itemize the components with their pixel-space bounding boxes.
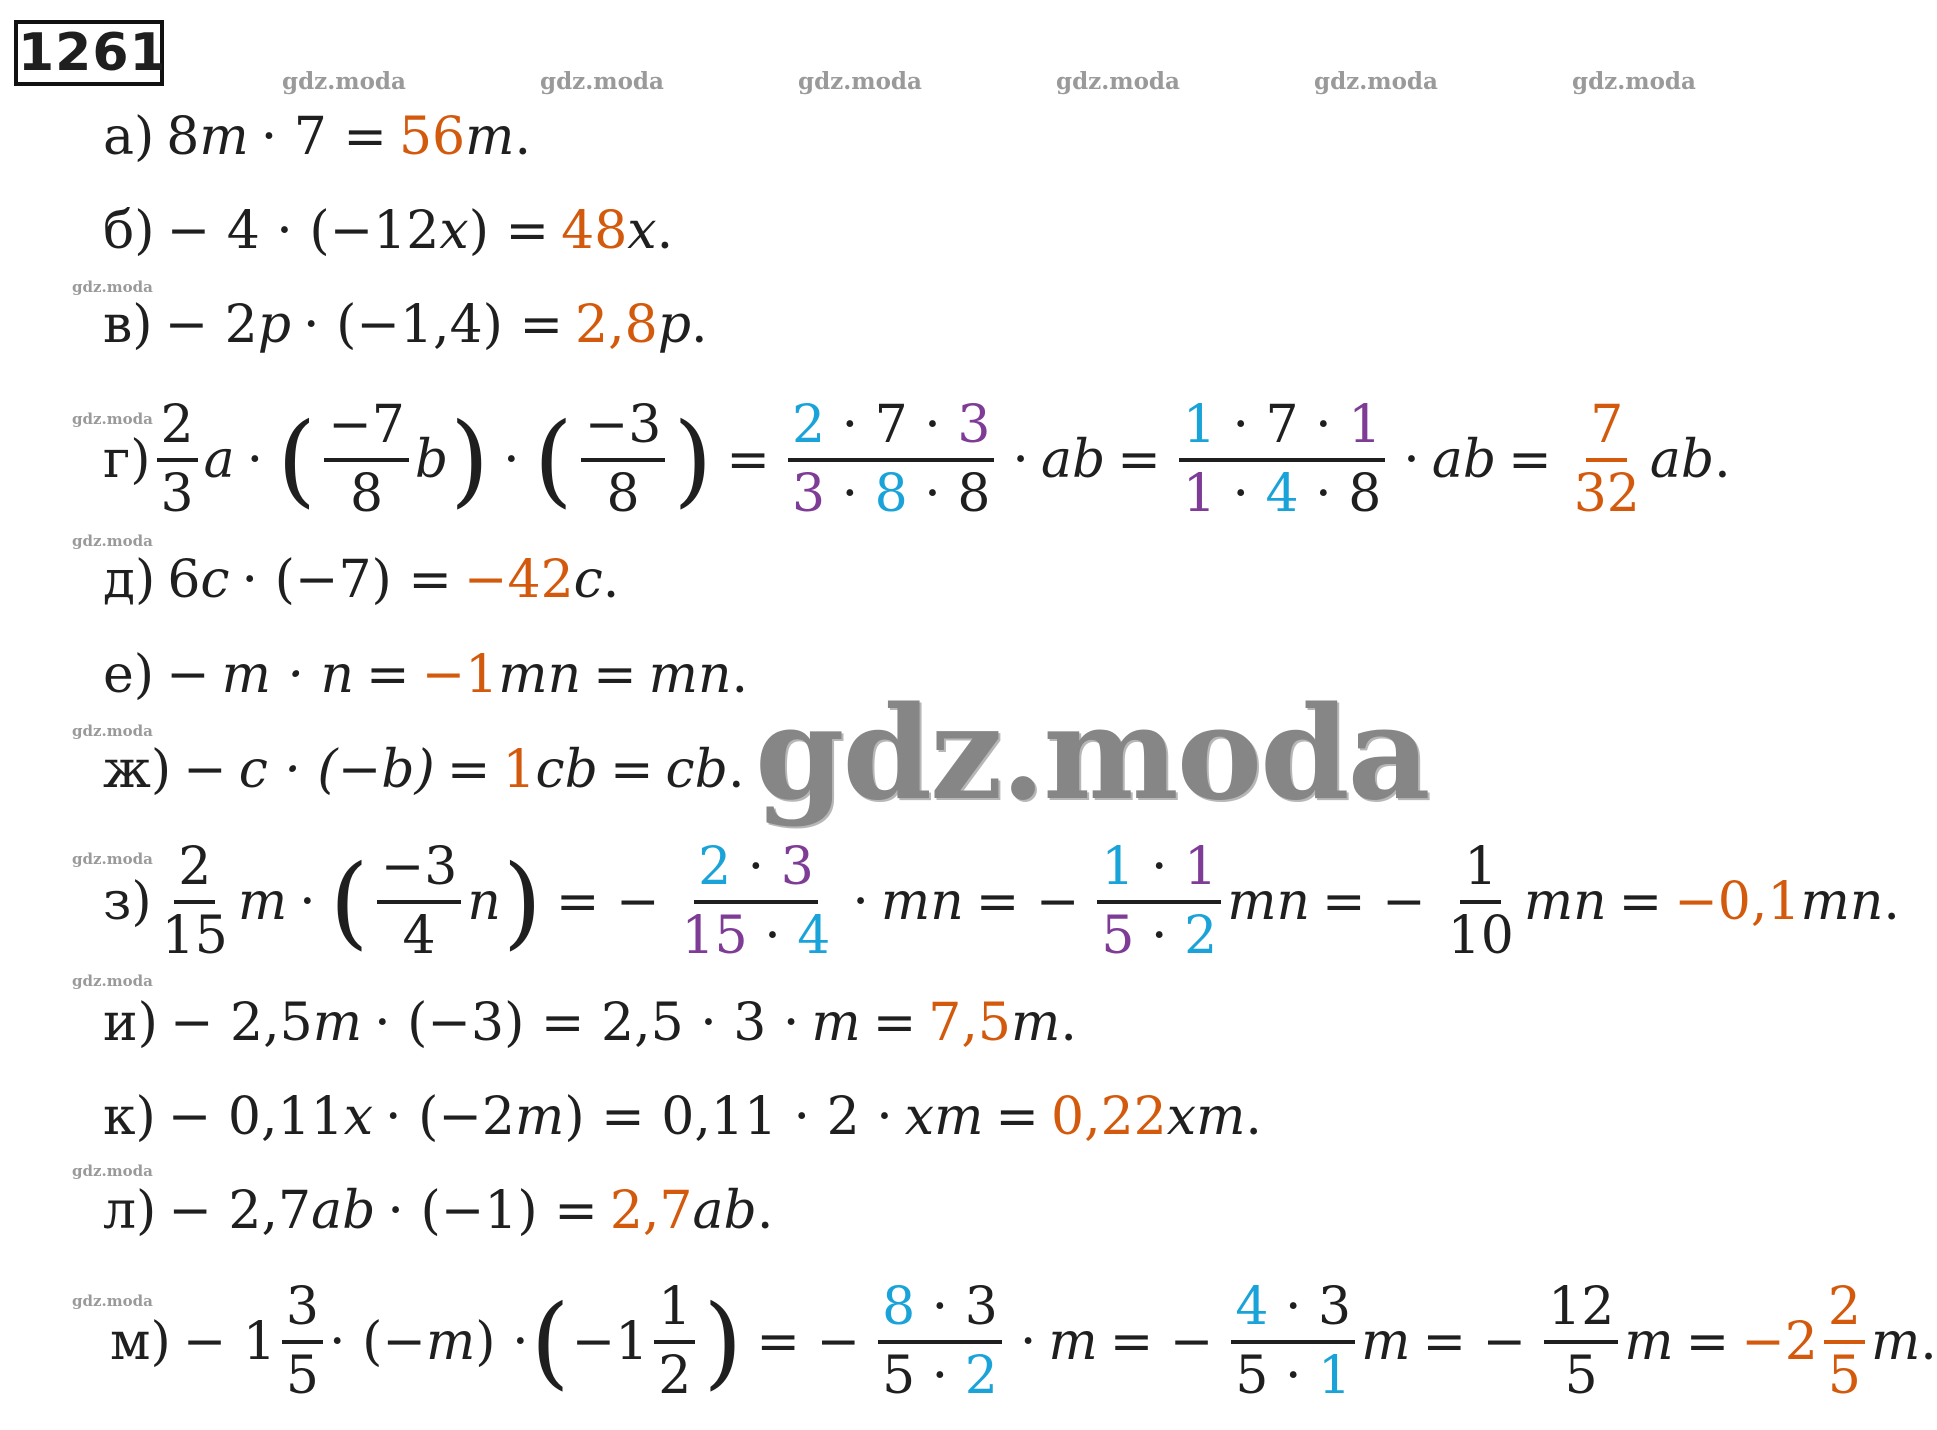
watermark: gdz.moda (72, 532, 153, 550)
watermark: gdz.moda (798, 68, 922, 95)
item-zh: ж) − c · (−b) = 1 cb = cb . (103, 740, 745, 800)
watermark: gdz.moda (72, 850, 153, 868)
watermark: gdz.moda (72, 722, 153, 740)
watermark: gdz.moda (540, 68, 664, 95)
watermark: gdz.moda (72, 1292, 153, 1310)
item-a: а) 8 m · 7 = 56 m . (103, 107, 531, 167)
item-g: г) $\frac{2}{3}$ a · ( $\frac{-7}{8}$ b ) · ( $\frac{-3}{8}$ ) = $\frac{2 \cdot 7 \cdot 3}{3 \cdot 8 \cdot 8}$ · ab = $\frac{1 \cdot 7 \cdot 1}{1 \cdot 4 \cdot 8}$ · ab = $\frac{7}{32}$ ab . (103, 394, 1731, 524)
watermark: gdz.moda (1056, 68, 1180, 95)
item-e: е) − m · n = −1 mn = mn . (103, 645, 748, 705)
watermark: gdz.moda (1572, 68, 1696, 95)
watermark: gdz.moda (72, 1162, 153, 1180)
item-d: д) 6 c · (−7) = −42 c . (103, 550, 620, 610)
item-i: и) − 2,5 m · (−3) = 2,5 · 3 · m = 7,5 m . (103, 993, 1077, 1053)
item-v: в) − 2 p · (−1,4) = 2,8 p . (103, 295, 708, 355)
watermark-large: gdz.moda (755, 679, 1429, 829)
watermark: gdz.moda (1314, 68, 1438, 95)
watermark: gdz.moda (72, 278, 153, 296)
watermark: gdz.moda (282, 68, 406, 95)
watermark: gdz.moda (72, 972, 153, 990)
item-l: л) − 2,7 ab · (−1) = 2,7 ab . (103, 1181, 774, 1241)
watermark: gdz.moda (72, 410, 153, 428)
problem-number: 1261 (14, 20, 164, 86)
item-k: к) − 0,11 x · (−2 m ) = 0,11 · 2 · xm = 0,22 xm . (103, 1087, 1262, 1147)
item-z: з) $\frac{2}{15}$ m · ( $\frac{-3}{4}$ n ) = − $\frac{2 \cdot 3}{15 \cdot 4}$ · mn = − $\frac{1 \cdot 1}{5 \cdot 2}$ mn = − $\frac{1}{10}$ mn = −0,1 mn . (103, 836, 1900, 966)
item-b: б) − 4 · (−12 x ) = 48 x . (103, 201, 674, 261)
item-m: м) − 1 $\frac{3}{5}$ · (− m ) · ( −1 $\frac{1}{2}$ ) = − $\frac{8 \cdot 3}{5 \cdot 2}$ · m = − $\frac{4 \cdot 3}{5 \cdot 1}$ m = − $\frac{12}{5}$ m = −2 $\frac{2}{5}$ m . (110, 1276, 1937, 1406)
